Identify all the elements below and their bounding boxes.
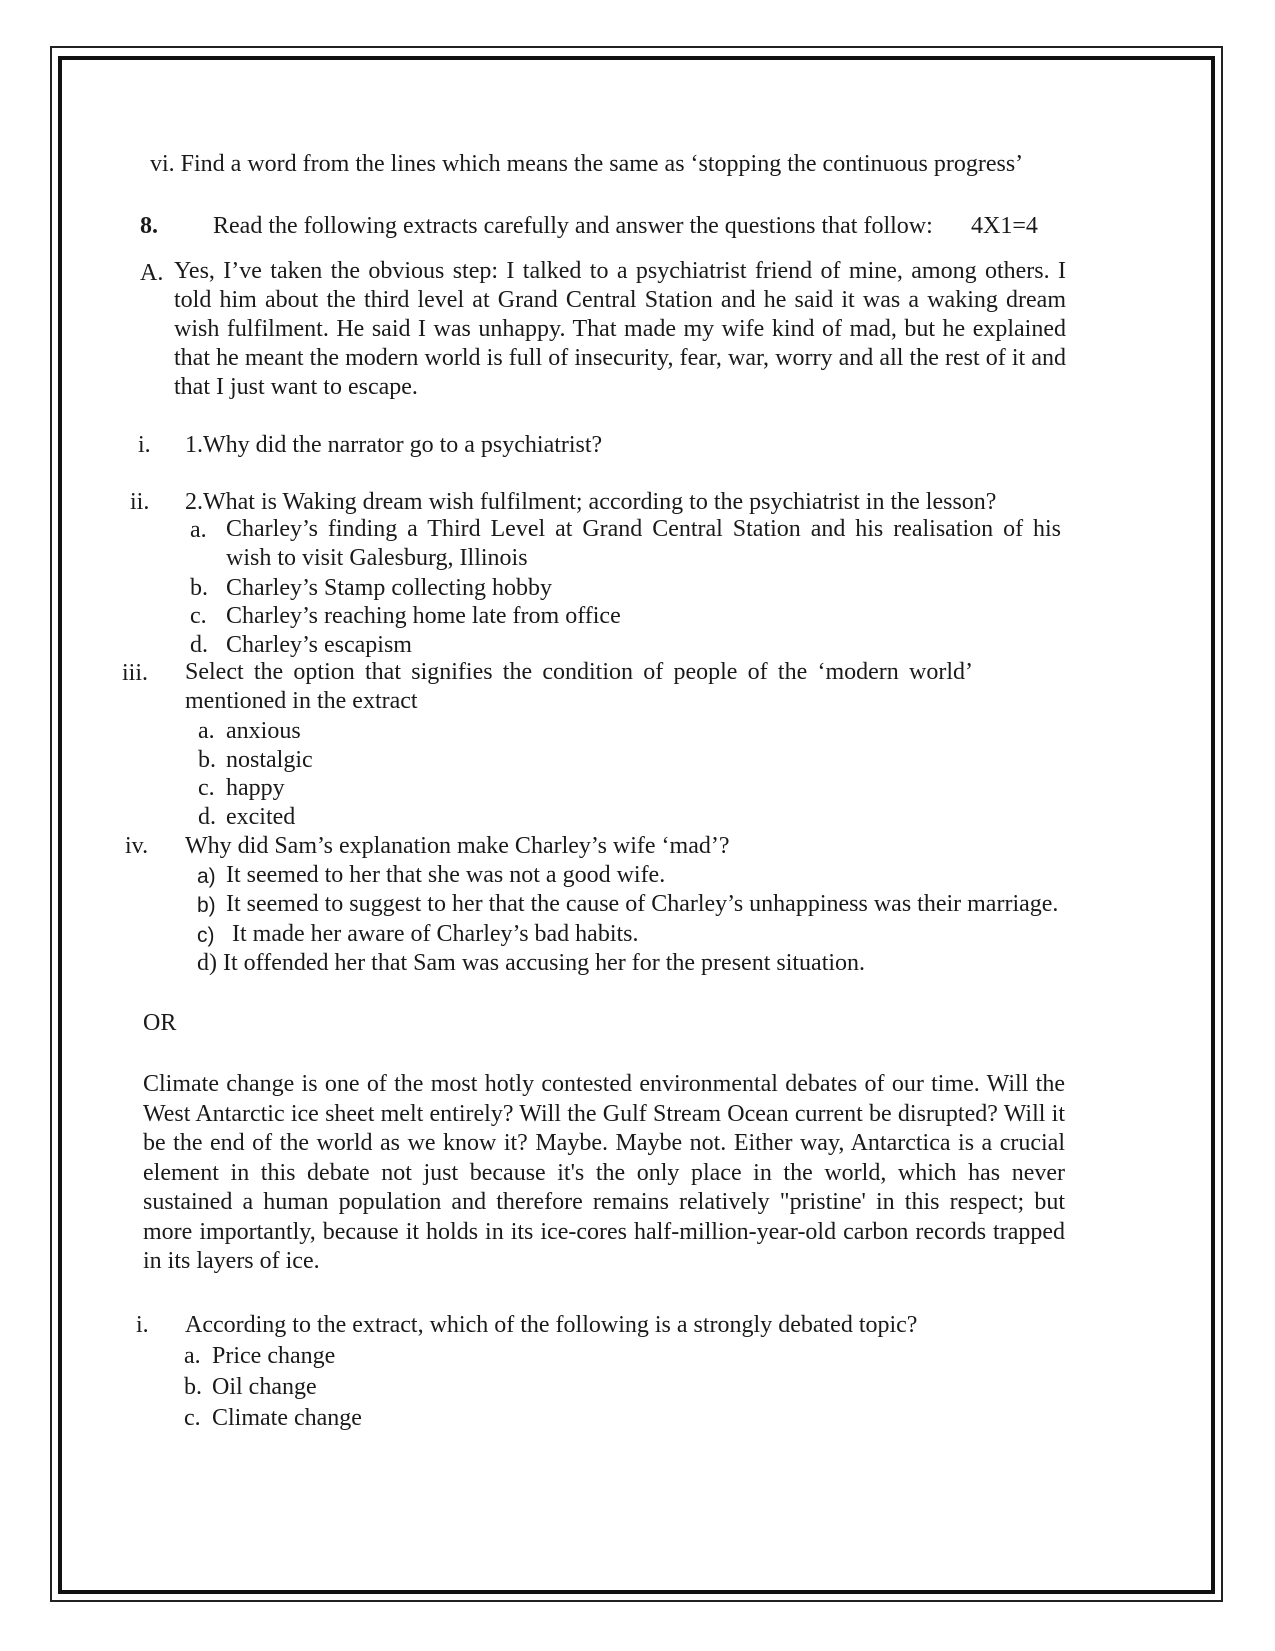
- option-label: d.: [198, 804, 216, 830]
- option-text: It seemed to her that she was not a good wife.: [226, 862, 666, 888]
- option-label: b.: [190, 575, 208, 601]
- option-label: a.: [190, 517, 207, 543]
- option-text: nostalgic: [226, 747, 313, 773]
- option-text: anxious: [226, 718, 301, 744]
- question-num: i.: [138, 432, 151, 458]
- option-text: Charley’s Stamp collecting hobby: [226, 575, 552, 601]
- extract-a-text: Yes, I’ve taken the obvious step: I talked to a psychiatrist friend of mine, among others. I told him about the third level at Grand Central Station and he said it was a waking dream wish fulfilment. He said I was unhappy. That made my wife kind of mad, but he explained that he meant the modern world is full of insecurity, fear, war, worry and all the rest of it and that I just want to escape.: [174, 258, 1066, 400]
- question-text: Why did Sam’s explanation make Charley’s wife ‘mad’?: [185, 833, 730, 859]
- option-label: a): [197, 865, 216, 888]
- or-label: OR: [143, 1010, 177, 1036]
- question-num: iv.: [125, 833, 149, 859]
- option-label: a.: [184, 1343, 201, 1369]
- question-num: ii.: [130, 489, 150, 515]
- extract-b-text: Climate change is one of the most hotly contested environmental debates of our time. Will the West Antarctic ice sheet melt entirely? Will the Gulf Stream Ocean current be disrupted? Will it be the end of the world as we know it? Maybe. Maybe not. Either way, Antarctica is a crucial element in this debate not just because it's the only place in the world, which has never sustained a human population and therefore remains relatively "pristine' in this respect; but more importantly, because it holds in its ice-cores half-million-year-old carbon records trapped in its layers of ice.: [143, 1071, 1065, 1274]
- option-text: excited: [226, 804, 296, 830]
- option-text: Oil change: [212, 1374, 317, 1400]
- option-label: c.: [198, 775, 215, 801]
- option-label: c.: [190, 603, 207, 629]
- question-number: 8.: [140, 213, 158, 239]
- question-text: Select the option that signifies the condition of people of the ‘modern world’ mentioned in the extract: [185, 659, 973, 714]
- option-text: Climate change: [212, 1405, 362, 1431]
- option-text: It seemed to suggest to her that the cause of Charley’s unhappiness was their marriage.: [226, 891, 1059, 917]
- option-label: b.: [184, 1374, 202, 1400]
- option-label: a.: [198, 718, 215, 744]
- question-text: 2.What is Waking dream wish fulfilment; according to the psychiatrist in the lesson?: [185, 489, 997, 515]
- question-text: 1.Why did the narrator go to a psychiatrist?: [185, 432, 603, 458]
- option-label: b): [197, 894, 216, 917]
- option-text: happy: [226, 775, 285, 801]
- question-marks: 4X1=4: [971, 213, 1038, 239]
- question-vi-previous: vi. Find a word from the lines which means the same as ‘stopping the continuous progress’: [150, 151, 1024, 177]
- option-text: Charley’s finding a Third Level at Grand Central Station and his realisation of his wish to visit Galesburg, Illinois: [226, 516, 1061, 571]
- extract-a-label: A.: [140, 260, 164, 286]
- question-instruction: Read the following extracts carefully and answer the questions that follow:: [213, 213, 933, 239]
- option-text: It made her aware of Charley’s bad habits.: [232, 921, 639, 947]
- option-label: d.: [190, 632, 208, 658]
- option-label: b.: [198, 747, 216, 773]
- option-text: It offended her that Sam was accusing her for the present situation.: [223, 950, 866, 976]
- option-text: Price change: [212, 1343, 336, 1369]
- question-num: i.: [136, 1312, 149, 1338]
- question-text: According to the extract, which of the following is a strongly debated topic?: [185, 1312, 918, 1338]
- option-label: c.: [184, 1405, 201, 1431]
- option-label: c): [197, 924, 215, 947]
- option-text: Charley’s escapism: [226, 632, 412, 658]
- option-text: Charley’s reaching home late from office: [226, 603, 621, 629]
- option-label: d): [197, 950, 217, 976]
- question-num: iii.: [122, 660, 149, 686]
